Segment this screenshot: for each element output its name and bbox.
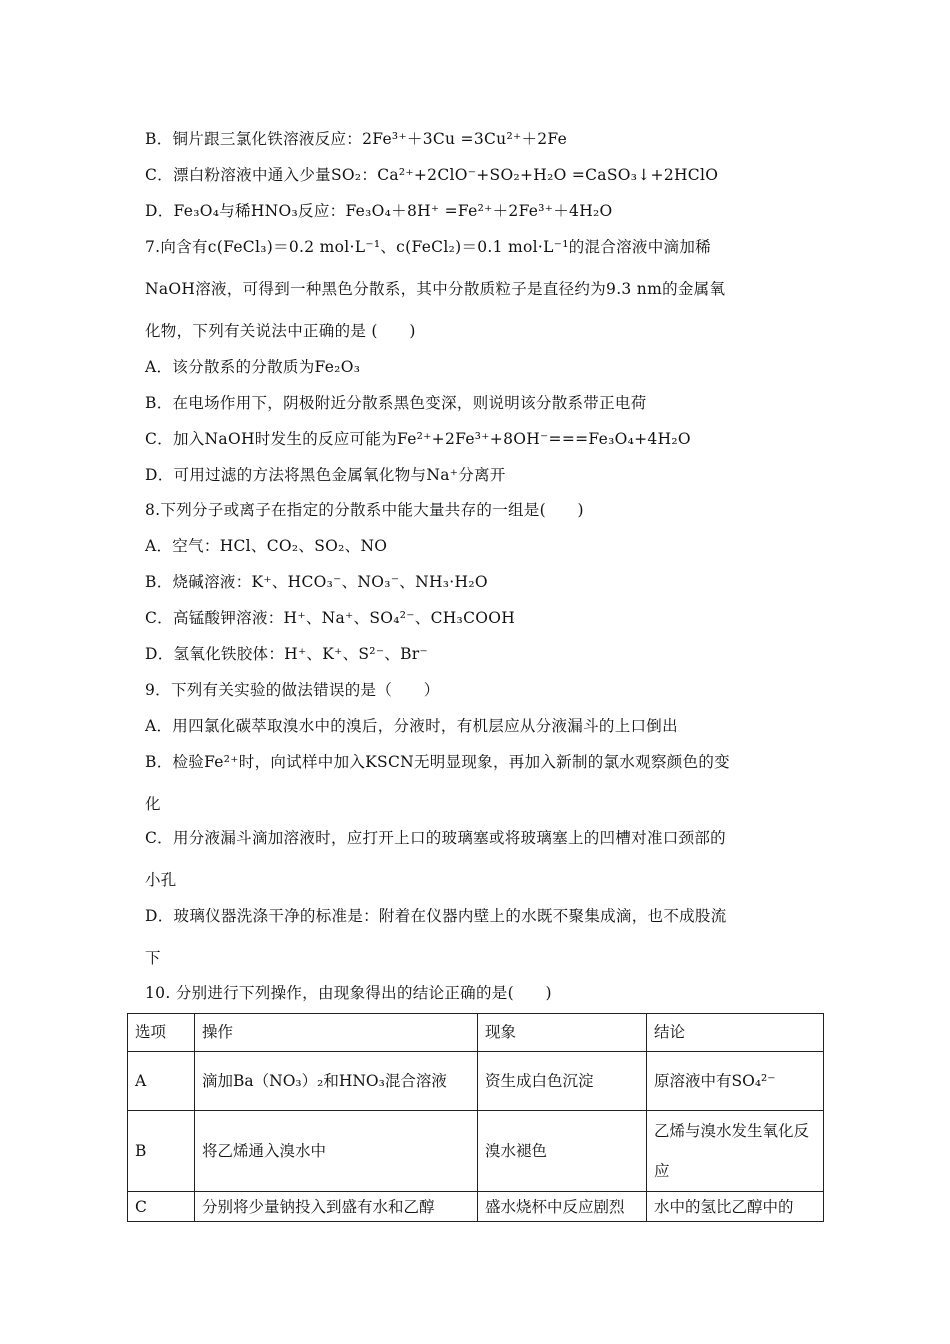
question-10-stem: 10. 分别进行下列操作，由现象得出的结论正确的是( ) [145, 984, 552, 1002]
table-header: 操作 [195, 1014, 478, 1052]
table-cell: 乙烯与溴水发生氧化反应 [647, 1111, 824, 1192]
table-cell: C [128, 1192, 195, 1222]
question-7-stem: 7.向含有c(FeCl₃)＝0.2 mol·L⁻¹、c(FeCl₂)＝0.1 mol·L⁻¹的混合溶液中滴加稀 [145, 238, 711, 256]
option-9d: D．玻璃仪器洗涤干净的标准是：附着在仪器内壁上的水既不聚集成滴，也不成股流 [145, 907, 727, 925]
table-cell: 将乙烯通入溴水中 [195, 1111, 478, 1192]
table-cell: A [128, 1052, 195, 1111]
option-8a: A．空气：HCl、CO₂、SO₂、NO [145, 537, 388, 555]
question-10-table [127, 1013, 824, 1222]
table-cell: 分别将少量钠投入到盛有水和乙醇 [195, 1192, 478, 1222]
question-9-stem: 9．下列有关实验的做法错误的是（ ） [145, 681, 440, 699]
question-8-stem: 8.下列分子或离子在指定的分散系中能大量共存的一组是( ) [145, 501, 584, 519]
table-row [128, 1111, 824, 1192]
table-cell: 原溶液中有SO₄²⁻ [647, 1052, 824, 1111]
option-6c: C．漂白粉溶液中通入少量SO₂：Ca²⁺+2ClO⁻+SO₂+H₂O =CaSO₃↓+2HClO [145, 166, 719, 184]
option-9d-cont: 下 [145, 949, 161, 967]
option-6b: B．铜片跟三氯化铁溶液反应：2Fe³⁺＋3Cu =3Cu²⁺＋2Fe [145, 130, 568, 148]
option-7a: A．该分散系的分散质为Fe₂O₃ [145, 358, 361, 376]
option-8b: B．烧碱溶液：K⁺、HCO₃⁻、NO₃⁻、NH₃·H₂O [145, 573, 488, 591]
option-6d: D．Fe₃O₄与稀HNO₃反应：Fe₃O₄＋8H⁺ =Fe²⁺＋2Fe³⁺＋4H₂O [145, 202, 613, 220]
table-header: 结论 [647, 1014, 824, 1052]
option-7d: D．可用过滤的方法将黑色金属氧化物与Na⁺分离开 [145, 466, 506, 484]
option-8d: D．氢氧化铁胶体：H⁺、K⁺、S²⁻、Br⁻ [145, 645, 428, 663]
table-cell: 水中的氢比乙醇中的 [647, 1192, 824, 1222]
option-7b: B．在电场作用下，阴极附近分散系黑色变深，则说明该分散系带正电荷 [145, 394, 647, 412]
option-9b: B．检验Fe²⁺时，向试样中加入KSCN无明显现象，再加入新制的氯水观察颜色的变 [145, 753, 730, 771]
option-9c: C．用分液漏斗滴加溶液时，应打开上口的玻璃塞或将玻璃塞上的凹槽对准口颈部的 [145, 829, 726, 847]
table-header: 选项 [128, 1014, 195, 1052]
table-cell: B [128, 1111, 195, 1192]
table-row [128, 1192, 824, 1222]
option-7c: C．加入NaOH时发生的反应可能为Fe²⁺+2Fe³⁺+8OH⁻===Fe₃O₄+4H₂O [145, 430, 691, 448]
table-cell: 滴加Ba（NO₃）₂和HNO₃混合溶液 [195, 1052, 478, 1111]
option-9b-cont: 化 [145, 795, 161, 813]
table-header: 现象 [478, 1014, 647, 1052]
table-cell: 资生成白色沉淀 [478, 1052, 647, 1111]
question-7-stem-end: 化物，下列有关说法中正确的是 ( ) [145, 322, 416, 340]
table-header-row [128, 1014, 824, 1052]
option-9a: A．用四氯化碳萃取溴水中的溴后，分液时，有机层应从分液漏斗的上口倒出 [145, 717, 678, 735]
table-cell: 溴水褪色 [478, 1111, 647, 1192]
option-9c-cont: 小孔 [145, 871, 177, 889]
table-cell: 盛水烧杯中反应剧烈 [478, 1192, 647, 1222]
option-8c: C．高锰酸钾溶液：H⁺、Na⁺、SO₄²⁻、CH₃COOH [145, 609, 516, 627]
table-row [128, 1052, 824, 1111]
question-7-stem-cont: NaOH溶液，可得到一种黑色分散系，其中分散质粒子是直径约为9.3 nm的金属氧 [145, 280, 726, 298]
